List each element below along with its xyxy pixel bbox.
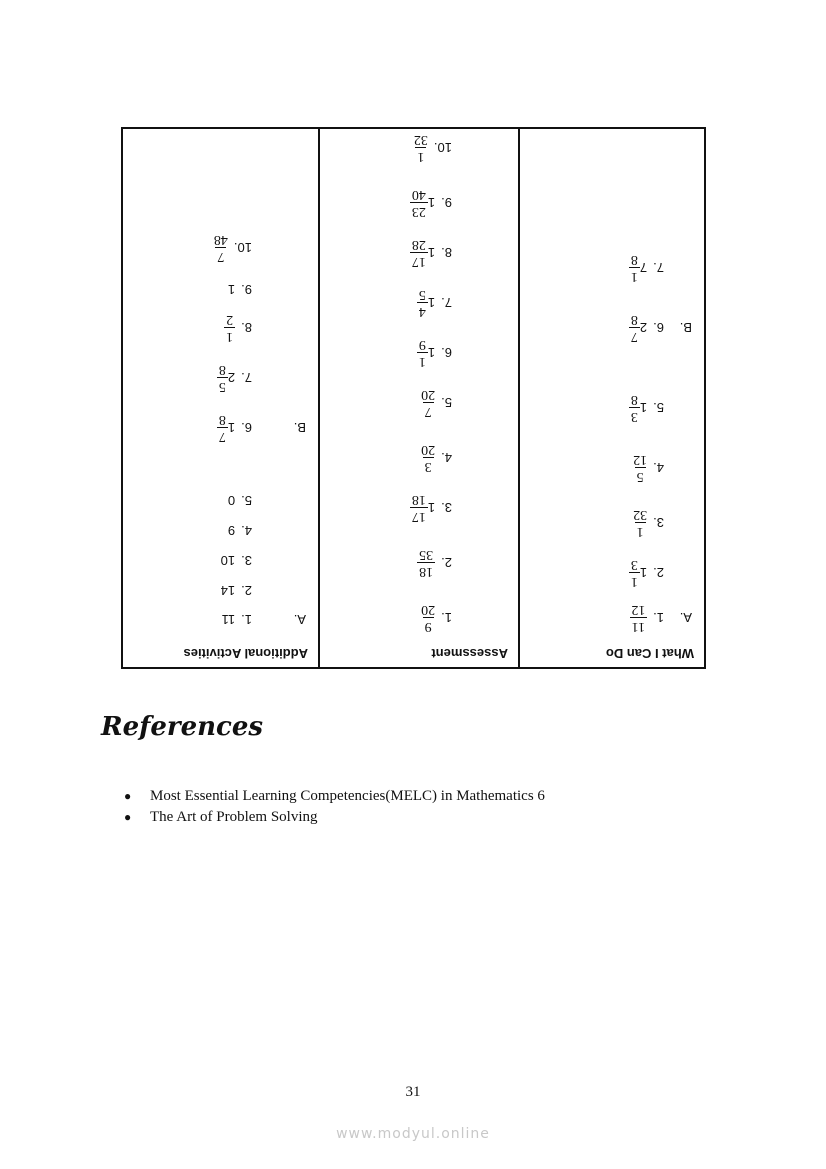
additional-activities-column — [123, 129, 320, 667]
fraction — [630, 602, 647, 635]
fraction — [629, 392, 640, 425]
denominator: 35 — [419, 547, 434, 563]
section-b-label: B. — [679, 320, 692, 335]
bullet-icon: ● — [124, 810, 132, 824]
item-number: 7. — [653, 260, 664, 276]
numerator: 1 — [417, 149, 425, 165]
answer-item — [410, 183, 452, 223]
fraction — [629, 252, 640, 285]
fraction — [410, 187, 428, 220]
item-number: 1. — [441, 610, 452, 626]
answer-item — [421, 383, 452, 423]
whole-number: 1 — [427, 345, 436, 361]
item-number: 3. — [441, 500, 452, 516]
fraction — [421, 602, 435, 635]
fraction — [629, 557, 640, 590]
watermark: www.modyul.online — [336, 1126, 490, 1142]
answer-item — [410, 233, 452, 273]
whole-number: 1 — [427, 245, 436, 261]
answer-item — [414, 128, 452, 168]
references-list — [124, 786, 545, 828]
item-number: 10. — [233, 240, 252, 256]
answer-item — [228, 270, 252, 310]
whole-number: 7 — [639, 260, 648, 276]
denominator: 8 — [218, 362, 226, 378]
answer-item — [421, 598, 452, 638]
section-a-label: A. — [679, 610, 692, 625]
answer-item — [629, 553, 664, 593]
whole-number: 1 — [227, 420, 236, 436]
item-number: 1. — [653, 610, 664, 626]
denominator: 12 — [631, 602, 646, 618]
denominator: 8 — [630, 392, 638, 408]
denominator: 20 — [421, 387, 436, 403]
answer-value: 14 — [220, 583, 236, 599]
denominator: 28 — [411, 237, 426, 253]
numerator: 7 — [217, 249, 225, 265]
item-number: 4. — [241, 523, 252, 539]
numerator: 1 — [636, 524, 644, 540]
answer-item — [217, 358, 252, 398]
numerator: 7 — [218, 429, 226, 445]
numerator: 11 — [631, 619, 646, 635]
denominator: 20 — [421, 442, 436, 458]
numerator: 17 — [411, 509, 426, 525]
answer-item — [417, 543, 452, 583]
answer-item — [214, 228, 252, 268]
answer-value: 0 — [227, 493, 236, 509]
item-number: 2. — [241, 583, 252, 599]
denominator: 32 — [413, 132, 428, 148]
assessment-column — [320, 129, 520, 667]
denominator: 20 — [421, 602, 436, 618]
whole-number: 1 — [427, 500, 436, 516]
numerator: 1 — [630, 269, 638, 285]
answer-value: 9 — [227, 523, 236, 539]
item-number: 4. — [441, 450, 452, 466]
denominator: 32 — [633, 507, 648, 523]
fraction — [417, 287, 428, 320]
fraction — [629, 312, 640, 345]
item-number: 9. — [441, 195, 452, 211]
fraction — [214, 232, 228, 265]
reference-text: Most Essential Learning Competencies(MELC) in Mathematics 6 — [150, 788, 545, 804]
answer-item — [633, 448, 664, 488]
fraction — [421, 387, 435, 420]
whole-number: 1 — [427, 195, 436, 211]
numerator: 7 — [424, 404, 432, 420]
numerator: 4 — [418, 304, 426, 320]
fraction — [633, 507, 647, 540]
answer-item — [224, 308, 252, 348]
denominator: 2 — [226, 312, 234, 328]
answer-item — [633, 503, 664, 543]
denominator: 40 — [411, 187, 426, 203]
item-number: 2. — [441, 555, 452, 571]
numerator: 1 — [418, 354, 426, 370]
fraction — [217, 362, 228, 395]
numerator: 1 — [226, 329, 234, 345]
answer-value: 1 — [227, 282, 236, 298]
item-number: 2. — [653, 565, 664, 581]
page-number: 31 — [405, 1084, 421, 1100]
fraction — [414, 132, 428, 165]
item-number: 9. — [241, 282, 252, 298]
denominator: 9 — [418, 337, 426, 353]
fraction — [421, 442, 435, 475]
item-number: 10. — [433, 140, 452, 156]
whole-number: 2 — [639, 320, 648, 336]
item-number: 7. — [441, 295, 452, 311]
reference-item — [124, 786, 545, 807]
numerator: 3 — [630, 409, 638, 425]
item-number: 7. — [241, 370, 252, 386]
numerator: 7 — [630, 329, 638, 345]
item-number: 1. — [241, 612, 252, 628]
item-number: 5. — [653, 400, 664, 416]
item-number: 5. — [441, 395, 452, 411]
column-header: Additional Activities — [183, 646, 308, 661]
item-number: 6. — [653, 320, 664, 336]
answer-item — [410, 488, 452, 528]
answer-value: 10 — [220, 553, 236, 569]
reference-item — [124, 807, 545, 828]
item-number: 4. — [653, 460, 664, 476]
fraction — [217, 412, 228, 445]
whole-number: 2 — [227, 370, 236, 386]
fraction — [417, 547, 435, 580]
item-number: 3. — [241, 553, 252, 569]
answer-item — [417, 283, 452, 323]
bullet-icon: ● — [124, 789, 132, 803]
fraction — [410, 237, 428, 270]
denominator: 8 — [630, 252, 638, 268]
column-header: Assessment — [431, 646, 508, 661]
answer-item — [217, 408, 252, 448]
numerator: 17 — [411, 254, 426, 270]
denominator: 8 — [630, 312, 638, 328]
section-b-label: B. — [293, 420, 306, 435]
fraction — [224, 312, 235, 345]
numerator: 18 — [419, 564, 434, 580]
whole-number: 1 — [427, 295, 436, 311]
item-number: 6. — [241, 420, 252, 436]
whole-number: 1 — [639, 565, 648, 581]
denominator: 18 — [411, 492, 426, 508]
answer-item — [421, 438, 452, 478]
answer-item — [629, 388, 664, 428]
numerator: 23 — [411, 204, 426, 220]
item-number: 8. — [241, 320, 252, 336]
item-number: 5. — [241, 493, 252, 509]
numerator: 9 — [424, 619, 432, 635]
answer-item — [629, 308, 664, 348]
fraction — [633, 452, 647, 485]
denominator: 48 — [213, 232, 228, 248]
answer-item — [629, 248, 664, 288]
denominator: 8 — [218, 412, 226, 428]
denominator: 12 — [633, 452, 648, 468]
item-number: 8. — [441, 245, 452, 261]
numerator: 3 — [424, 459, 432, 475]
what-i-can-do-column — [520, 129, 704, 667]
item-number: 3. — [653, 515, 664, 531]
fraction — [410, 492, 428, 525]
numerator: 5 — [636, 469, 644, 485]
answer-item — [228, 481, 252, 521]
answer-item — [630, 598, 664, 638]
reference-text: The Art of Problem Solving — [150, 809, 318, 825]
answer-key-table — [121, 127, 706, 669]
whole-number: 1 — [639, 400, 648, 416]
item-number: 6. — [441, 345, 452, 361]
answer-item — [417, 333, 452, 373]
numerator: 5 — [218, 379, 226, 395]
fraction — [417, 337, 428, 370]
numerator: 1 — [630, 574, 638, 590]
column-header: What I Can Do — [605, 646, 694, 661]
section-a-label: A. — [293, 612, 306, 627]
answer-value: 11 — [221, 612, 236, 628]
denominator: 3 — [630, 557, 638, 573]
references-heading: References — [101, 712, 264, 742]
denominator: 5 — [418, 287, 426, 303]
